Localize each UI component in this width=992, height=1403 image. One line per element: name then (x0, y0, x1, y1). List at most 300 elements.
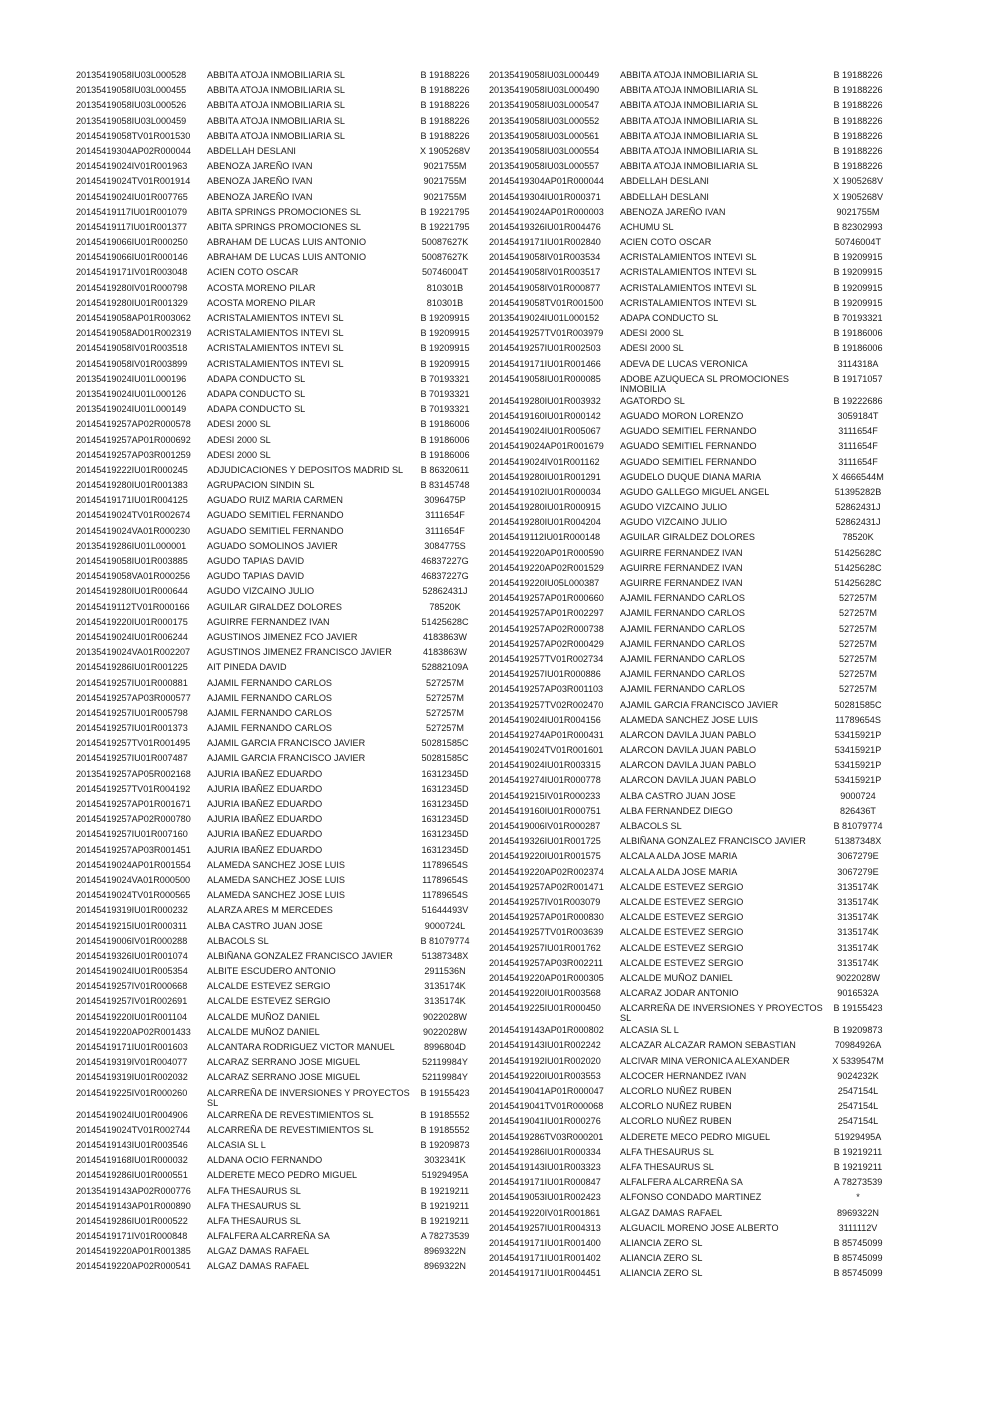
list-item (76, 860, 478, 870)
record-id: 51929495A (834, 1131, 882, 1142)
record-id: 826436T (840, 805, 876, 816)
record-code: 20145419220IU01R000175 (76, 616, 188, 627)
record-name: ABENOZA JAREÑO IVAN (207, 191, 313, 202)
record-code: 20145419257AP02R000578 (76, 419, 191, 430)
record-id: 527257M (839, 684, 877, 695)
record-id: B 19209915 (833, 297, 883, 308)
record-name: ALCALDE ESTEVEZ SERGIO (620, 957, 744, 968)
list-item (489, 1086, 891, 1096)
record-name: ALCAZAR ALCAZAR RAMON SEBASTIAN (620, 1040, 796, 1051)
record-code: 20145419257IV01R002691 (76, 996, 188, 1007)
list-item (76, 1246, 478, 1256)
record-code: 20145419024AP01R001554 (76, 859, 191, 870)
record-name: AIT PINEDA DAVID (207, 662, 287, 673)
record-code: 20145419143AP01R000890 (76, 1200, 191, 1211)
record-code: 20145419326IU01R001725 (489, 836, 601, 847)
list-item (489, 806, 891, 816)
record-name: ALCALDE ESTEVEZ SERGIO (620, 927, 744, 938)
list-item (489, 1162, 891, 1172)
list-item (76, 313, 478, 323)
record-code: 20145419257AP03R001451 (76, 844, 191, 855)
record-code: 20145419304IU01R000371 (489, 191, 601, 202)
record-code: 20145419171IV01R000848 (76, 1231, 188, 1242)
record-id: 51929495A (421, 1170, 469, 1181)
record-name: ALAMEDA SANCHEZ JOSE LUIS (207, 874, 345, 885)
record-code: 20145419024IU01R004156 (489, 714, 601, 725)
list-item (489, 359, 891, 369)
record-code: 20145419286IU01R000522 (76, 1215, 188, 1226)
record-name: ALCORLO NUÑEZ RUBEN (620, 1101, 732, 1112)
list-item (489, 973, 891, 983)
record-name: ABITA SPRINGS PROMOCIONES SL (207, 206, 361, 217)
record-code: 20145419024IV01R001963 (76, 161, 188, 172)
record-name: ALCALDE ESTEVEZ SERGIO (207, 981, 331, 992)
record-id: B 70193321 (420, 373, 470, 384)
record-name: ABBITA ATOJA INMOBILIARIA SL (207, 70, 345, 80)
list-item (489, 502, 891, 512)
list-item (489, 116, 891, 126)
record-code: 20145419215IV01R000233 (489, 790, 601, 801)
record-id: 527257M (839, 593, 877, 604)
record-code: 20145419280IU01R001383 (76, 480, 188, 491)
record-name: AJAMIL FERNANDO CARLOS (620, 593, 745, 604)
record-name: ABBITA ATOJA INMOBILIARIA SL (620, 145, 758, 156)
record-name: ALCANTARA RODRIGUEZ VICTOR MANUEL (207, 1042, 395, 1052)
record-code: 20135419024IU01L000152 (489, 313, 600, 323)
record-code: 20145419112IU01R000148 (489, 532, 601, 543)
list-item (489, 237, 891, 247)
list-item (489, 1003, 891, 1023)
record-name: ALIANCIA ZERO SL (620, 1237, 703, 1248)
record-name: ABBITA ATOJA INMOBILIARIA SL (620, 161, 758, 172)
record-name: ALGAZ DAMAS RAFAEL (207, 1246, 310, 1257)
record-code: 20145419257IU01R001373 (76, 723, 188, 734)
record-name: ABENOZA JAREÑO IVAN (207, 176, 313, 187)
record-id: B 70193321 (833, 313, 883, 323)
record-name: AJAMIL FERNANDO CARLOS (620, 653, 745, 664)
record-code: 20145419257IU01R000881 (76, 677, 188, 688)
list-item (76, 1110, 478, 1120)
record-id: 527257M (839, 608, 877, 619)
record-name: AJAMIL FERNANDO CARLOS (620, 608, 745, 619)
record-id: 9022028W (423, 1026, 467, 1037)
list-item (76, 571, 478, 581)
list-item (76, 769, 478, 779)
record-name: ALFA THESAURUS SL (207, 1185, 301, 1196)
record-name: AGUADO RUIZ MARIA CARMEN (207, 495, 343, 506)
list-item (489, 131, 891, 141)
record-code: 20145419257TV01R004192 (76, 783, 191, 794)
record-code: 20145419326IU01R004476 (489, 221, 601, 232)
record-name: ADOBE AZUQUECA SL PROMOCIONES INMOBILIA (620, 373, 789, 394)
record-id: B 19155423 (833, 1003, 883, 1014)
list-item (489, 927, 891, 937)
record-code: 20145419024VA01R000230 (76, 525, 191, 536)
list-item (489, 760, 891, 770)
record-name: ALCALDE MUÑOZ DANIEL (207, 1026, 320, 1037)
record-id: X 5339547M (832, 1055, 884, 1066)
record-name: ABDELLAH DESLANI (207, 145, 296, 156)
list-item (76, 753, 478, 763)
record-name: AGUILAR GIRALDEZ DOLORES (620, 532, 755, 543)
record-code: 20145419171IU01R004125 (76, 495, 188, 506)
record-id: 3059184T (837, 410, 879, 421)
list-item (489, 207, 891, 217)
record-name: ALIANCIA ZERO SL (620, 1268, 703, 1279)
record-name: ALCARREÑA DE REVESTIMIENTOS SL (207, 1109, 374, 1120)
list-item (76, 784, 478, 794)
record-code: 20145419222IU01R000245 (76, 464, 188, 475)
record-code: 20145419220IU01R003553 (489, 1070, 601, 1081)
record-id: X 1905268V (832, 176, 884, 187)
list-item (76, 1201, 478, 1211)
record-id: 11789654S (422, 859, 468, 870)
record-name: AGUDO TAPIAS DAVID (207, 556, 305, 566)
record-name: ALCALA ALDA JOSE MARIA (620, 866, 738, 877)
record-id: A 78273539 (833, 1177, 883, 1188)
list-item (489, 1056, 891, 1066)
record-code: 20135419058IU03L000526 (76, 100, 187, 111)
record-id: 3111654F (425, 510, 465, 521)
record-name: ALCASIA SL L (207, 1139, 266, 1150)
list-item (76, 465, 478, 475)
record-id: 50746004T (421, 267, 468, 278)
record-code: 20145419257AP01R000830 (489, 912, 604, 923)
list-item (489, 700, 891, 710)
list-item (76, 131, 478, 141)
record-name: ALCALDE ESTEVEZ SERGIO (620, 881, 744, 892)
list-item (76, 647, 478, 657)
list-item (76, 981, 478, 991)
record-id: 527257M (426, 677, 464, 688)
record-name: ACHUMU SL (620, 221, 674, 232)
record-code: 20135419024VA01R002207 (76, 647, 191, 658)
list-item (76, 875, 478, 885)
record-name: ACRISTALAMIENTOS INTEVI SL (207, 313, 344, 323)
record-name: ALAMEDA SANCHEZ JOSE LUIS (207, 859, 345, 870)
list-item (76, 116, 478, 126)
list-item (76, 1042, 478, 1052)
record-code: 20145419112TV01R000166 (76, 601, 190, 612)
record-name: ABBITA ATOJA INMOBILIARIA SL (207, 115, 345, 126)
record-name: AGUILAR GIRALDEZ DOLORES (207, 601, 342, 612)
record-id: 9021755M (423, 176, 467, 187)
record-code: 20145419160IU01R000751 (489, 805, 601, 816)
record-name: ALCARAZ JODAR ANTONIO (620, 988, 739, 999)
record-id: B 19186006 (420, 434, 470, 445)
record-id: B 19188226 (833, 100, 883, 111)
record-id: B 19188226 (833, 145, 883, 156)
record-name: ADESI 2000 SL (207, 449, 271, 460)
record-id: B 19209915 (420, 343, 470, 354)
list-item (76, 389, 478, 399)
record-code: 20145419257AP01R000660 (489, 593, 604, 604)
record-code: 20145419304AP01R000044 (489, 176, 604, 187)
record-code: 20145419319IV01R004077 (76, 1057, 188, 1068)
record-id: B 19219211 (833, 1146, 883, 1157)
record-id: 16312345D (421, 783, 469, 794)
record-id: 50281585C (421, 753, 469, 764)
record-code: 20145419304AP02R000044 (76, 145, 191, 156)
record-name: AGUDO TAPIAS DAVID (207, 571, 305, 582)
record-code: 20145419058IU01R000085 (489, 373, 601, 384)
list-item (489, 252, 891, 262)
list-item (489, 343, 891, 353)
list-item (76, 829, 478, 839)
record-code: 20145419024IU01R006244 (76, 631, 188, 642)
list-item (76, 176, 478, 186)
record-id: 527257M (839, 638, 877, 649)
list-item (76, 966, 478, 976)
list-item (76, 890, 478, 900)
record-name: AJAMIL FERNANDO CARLOS (207, 692, 332, 703)
record-name: ALDANA OCIO FERNANDO (207, 1155, 323, 1166)
record-name: ALCALDE ESTEVEZ SERGIO (620, 912, 744, 923)
record-name: ALBITE ESCUDERO ANTONIO (207, 966, 336, 977)
record-id: 52882109A (421, 662, 469, 673)
record-name: ABDELLAH DESLANI (620, 176, 709, 187)
record-id: 3111112V (838, 1222, 878, 1233)
record-name: ADAPA CONDUCTO SL (207, 404, 306, 415)
record-name: AGUSTINOS JIMENEZ FCO JAVIER (207, 631, 358, 642)
record-code: 20145419171IU01R001466 (489, 358, 601, 369)
record-code: 20145419220IU01R001104 (76, 1011, 188, 1022)
record-name: ABRAHAM DE LUCAS LUIS ANTONIO (207, 237, 367, 248)
record-id: 8969322N (837, 1207, 879, 1218)
record-id: 9022028W (836, 972, 880, 983)
record-code: 20135419024IU01L000149 (76, 404, 187, 415)
list-item (76, 207, 478, 217)
list-item (76, 267, 478, 277)
record-name: AJURIA IBAÑEZ EDUARDO (207, 844, 323, 855)
record-id: 16312345D (421, 844, 469, 855)
record-name: ALCALDE ESTEVEZ SERGIO (620, 896, 744, 907)
list-item (76, 1072, 478, 1082)
record-code: 20145419257AP02R000738 (489, 623, 604, 634)
record-id: 2547154L (837, 1116, 879, 1127)
record-code: 20135419257AP05R002168 (76, 768, 191, 779)
record-code: 20145419024TV01R001914 (76, 176, 191, 187)
list-item (489, 608, 891, 618)
record-id: B 19185552 (420, 1109, 470, 1120)
record-name: ABENOZA JAREÑO IVAN (207, 161, 313, 172)
record-code: 20145419058IV01R003517 (489, 267, 601, 278)
list-item (489, 441, 891, 451)
list-item (76, 738, 478, 748)
record-code: 20145419058IV01R003534 (489, 252, 601, 263)
record-name: ABITA SPRINGS PROMOCIONES SL (207, 221, 361, 232)
record-code: 20135419058IU03L000557 (489, 161, 600, 172)
record-name: ACRISTALAMIENTOS INTEVI SL (207, 328, 344, 339)
list-item (76, 328, 478, 338)
list-item (76, 526, 478, 536)
record-code: 20145419024IU01R007765 (76, 191, 188, 202)
list-item (489, 146, 891, 156)
record-code: 20145419257TV01R003979 (489, 328, 604, 339)
record-id: B 19188226 (420, 70, 470, 80)
record-id: 527257M (426, 692, 464, 703)
record-id: 52862431J (422, 586, 468, 597)
record-id: 51387348X (834, 836, 882, 847)
record-code: 20145419220AP01R000590 (489, 547, 604, 558)
record-id: B 19222686 (833, 395, 883, 406)
list-item (489, 563, 891, 573)
record-code: 20145419220AP02R001433 (76, 1026, 191, 1037)
list-item (489, 578, 891, 588)
list-item (76, 678, 478, 688)
list-item (76, 708, 478, 718)
list-item (489, 298, 891, 308)
record-name: ACRISTALAMIENTOS INTEVI SL (620, 267, 757, 278)
list-item (489, 882, 891, 892)
record-id: 3032341K (424, 1155, 466, 1166)
record-code: 20145419225IV01R000260 (76, 1087, 188, 1098)
record-name: ABBITA ATOJA INMOBILIARIA SL (620, 70, 758, 80)
list-item (76, 359, 478, 369)
record-id: 53415921P (834, 775, 882, 786)
record-id: 51425628C (834, 562, 882, 573)
list-item (489, 1025, 891, 1035)
list-item (76, 1057, 478, 1067)
record-id: 11789654S (835, 714, 881, 725)
record-code: 20145419168IU01R000032 (76, 1155, 188, 1166)
list-item (76, 222, 478, 232)
record-name: ADAPA CONDUCTO SL (207, 388, 306, 399)
record-code: 20145419280IV01R000798 (76, 282, 188, 293)
record-code: 20145419024VA01R000500 (76, 874, 191, 885)
list-item (489, 988, 891, 998)
list-item (489, 1116, 891, 1126)
record-id: 70984926A (834, 1040, 882, 1051)
record-name: ALGAZ DAMAS RAFAEL (620, 1207, 723, 1218)
record-id: 50087627K (421, 237, 469, 248)
record-code: 20145419143IU01R002242 (489, 1040, 601, 1051)
record-name: ALARCON DAVILA JUAN PABLO (620, 775, 757, 786)
record-id: B 19209873 (833, 1025, 883, 1036)
record-id: B 19219211 (420, 1185, 470, 1196)
record-code: 20145419215IU01R000311 (76, 920, 188, 931)
record-name: AJURIA IBAÑEZ EDUARDO (207, 799, 323, 809)
list-item (489, 457, 891, 467)
record-code: 20145419171IU01R001402 (489, 1253, 601, 1264)
record-id: 3135174K (837, 957, 879, 968)
record-code: 20145419024TV01R002674 (76, 510, 191, 521)
record-id: 3135174K (424, 981, 466, 992)
record-id: 8996804D (424, 1042, 466, 1052)
list-item (489, 85, 891, 95)
record-id: 78520K (429, 601, 461, 612)
record-name: ALBACOLS SL (620, 821, 682, 831)
list-item (489, 897, 891, 907)
list-item (76, 1170, 478, 1180)
list-item (489, 1147, 891, 1157)
record-code: 20145419257IU01R004313 (489, 1222, 601, 1233)
record-id: B 82302993 (833, 221, 883, 232)
record-name: ALCIVAR MINA VERONICA ALEXANDER (620, 1055, 790, 1066)
record-id: B 70193321 (420, 404, 470, 415)
record-id: X 4666544M (832, 471, 884, 482)
list-item (489, 1223, 891, 1233)
record-code: 20145419257AP01R000692 (76, 434, 191, 445)
list-item (76, 192, 478, 202)
record-name: ALCARAZ SERRANO JOSE MIGUEL (207, 1072, 361, 1083)
record-id: 50281585C (834, 699, 882, 710)
record-name: AJAMIL GARCIA FRANCISCO JAVIER (207, 738, 366, 749)
record-name: ALCARREÑA DE REVESTIMIENTOS SL (207, 1124, 374, 1135)
record-code: 20145419319IU01R000232 (76, 905, 188, 916)
record-name: ALBA FERNANDEZ DIEGO (620, 805, 733, 816)
record-code: 20145419257TV01R002734 (489, 653, 604, 664)
record-code: 20145419257IV01R003079 (489, 896, 601, 907)
record-id: B 85745099 (833, 1237, 883, 1248)
record-id: 9000724L (424, 920, 466, 931)
list-item (489, 745, 891, 755)
record-name: ABBITA ATOJA INMOBILIARIA SL (207, 100, 345, 111)
record-code: 20145419171IU01R000847 (489, 1177, 601, 1188)
record-id: B 19188226 (420, 115, 470, 126)
record-id: 9021755M (423, 161, 467, 172)
record-code: 20145419143IU01R003323 (489, 1161, 601, 1172)
record-code: 20145419319IU01R002032 (76, 1072, 188, 1083)
list-item (489, 222, 891, 232)
record-name: AJAMIL FERNANDO CARLOS (207, 677, 332, 688)
record-id: B 81079774 (420, 935, 470, 946)
record-code: 20145419257TV01R001495 (76, 738, 191, 749)
record-name: AGUIRRE FERNANDEZ IVAN (620, 578, 743, 588)
record-id: 4183863W (423, 631, 467, 642)
record-id: B 83145748 (420, 480, 470, 491)
record-name: ACOSTA MORENO PILAR (207, 297, 316, 308)
record-code: 20145419192IU01R002020 (489, 1055, 601, 1066)
list-item (489, 1132, 891, 1142)
record-name: ACOSTA MORENO PILAR (207, 282, 316, 293)
record-code: 20145419024IU01R004906 (76, 1109, 188, 1120)
record-code: 20135419058IU03L000552 (489, 115, 600, 126)
list-item (76, 602, 478, 612)
record-name: ALFALFERA ALCARREÑA SA (207, 1231, 330, 1242)
record-id: 8969322N (424, 1246, 466, 1257)
record-name: AGUDO VIZCAINO JULIO (620, 517, 728, 528)
list-item (489, 624, 891, 634)
record-name: ALDERETE MECO PEDRO MIGUEL (620, 1131, 771, 1142)
record-name: ADESI 2000 SL (620, 343, 684, 354)
record-code: 20145419220AP02R000541 (76, 1261, 191, 1272)
record-id: 51387348X (421, 950, 469, 961)
record-code: 20145419326IU01R001074 (76, 950, 188, 961)
record-name: AJAMIL FERNANDO CARLOS (207, 723, 332, 734)
record-code: 20145419053IU01R002423 (489, 1192, 601, 1203)
list-item (76, 510, 478, 520)
list-item (489, 396, 891, 406)
record-name: ABDELLAH DESLANI (620, 191, 709, 202)
list-item (489, 867, 891, 877)
record-code: 20145419257IU01R001762 (489, 942, 601, 953)
list-item (76, 799, 478, 809)
record-name: AJURIA IBAÑEZ EDUARDO (207, 768, 323, 779)
list-item (76, 556, 478, 566)
record-name: ADESI 2000 SL (620, 328, 684, 339)
record-code: 20145419257AP03R002211 (489, 957, 604, 968)
record-code: 20145419058IV01R000877 (489, 282, 601, 293)
record-code: 20145419160IU01R000142 (489, 410, 601, 421)
record-name: ALBA CASTRO JUAN JOSE (207, 920, 323, 931)
record-name: ALFA THESAURUS SL (620, 1146, 714, 1157)
record-code: 20135419058IU03L000459 (76, 115, 187, 126)
record-id: 51425628C (834, 578, 882, 588)
record-id: 2911536N (424, 966, 466, 977)
record-code: 20145419024TV01R001601 (489, 745, 604, 756)
list-item (76, 1125, 478, 1135)
